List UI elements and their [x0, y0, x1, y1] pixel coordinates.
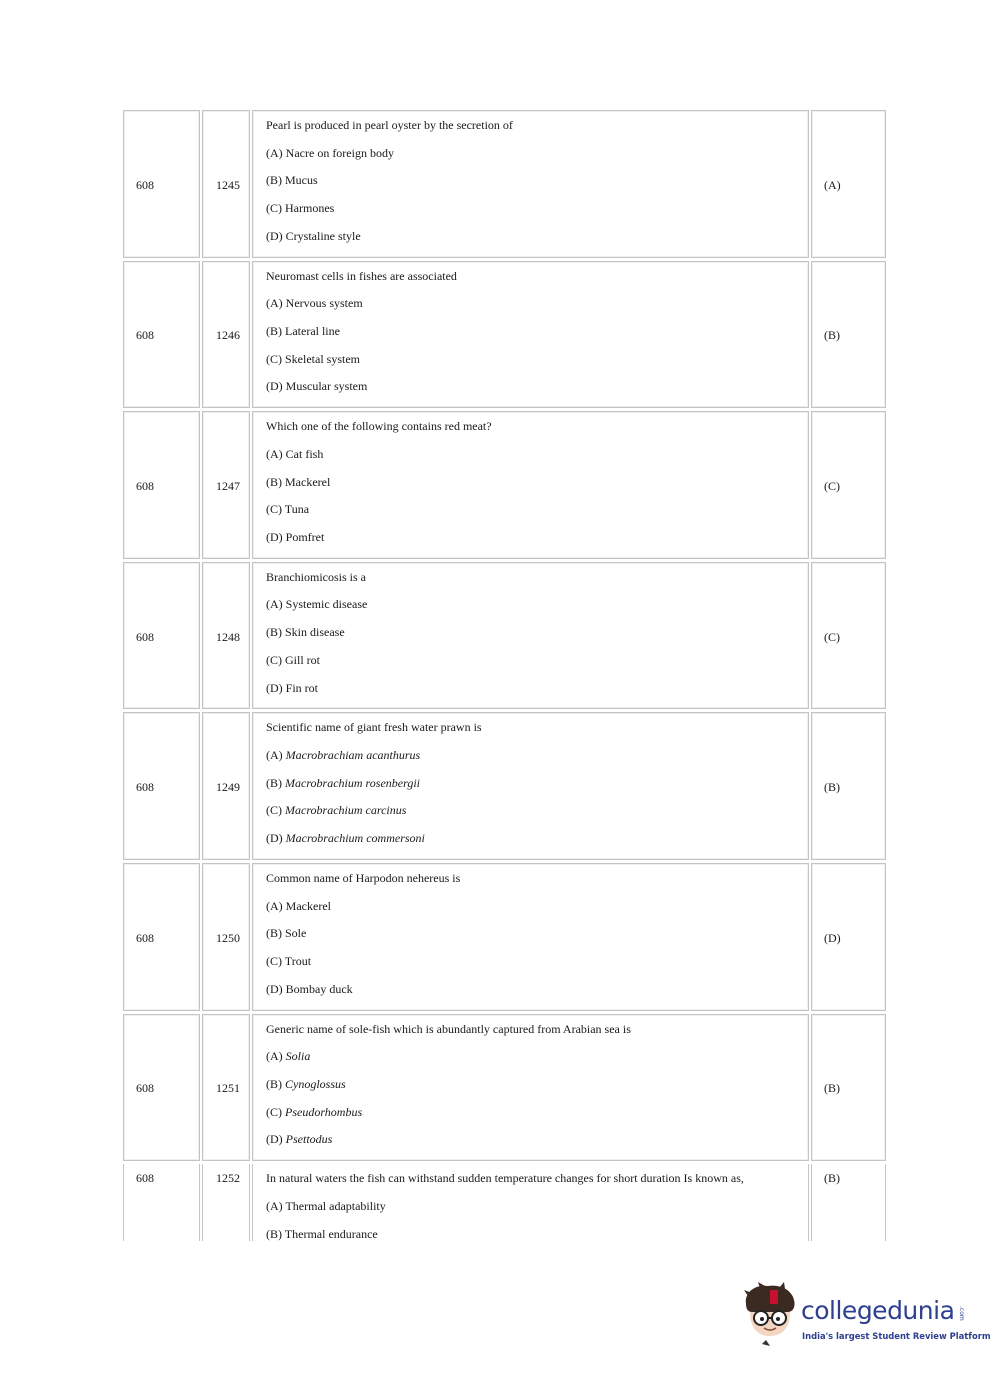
option-text: Pomfret: [285, 529, 325, 544]
table-row: [123, 863, 886, 1011]
answer-cell: [811, 110, 886, 258]
option-text: Muscular system: [285, 379, 368, 394]
answer-cell: [811, 261, 886, 409]
option-text: Fin rot: [285, 680, 319, 695]
answer-key: (B): [824, 1081, 840, 1096]
question-text: Common name of Harpodon nehereus is: [266, 871, 461, 885]
subject-code-cell: [123, 863, 200, 1011]
option-item: [266, 982, 460, 1010]
option-item: [266, 296, 457, 324]
question-number: 1248: [216, 629, 240, 644]
option-label: (C): [266, 1104, 282, 1119]
option-item: [266, 1049, 631, 1077]
option-label: (B): [266, 323, 282, 338]
option-text: Mackerel: [285, 474, 331, 489]
subject-code: 608: [136, 1171, 154, 1186]
subject-code-cell: [123, 1014, 200, 1162]
option-item: [266, 1132, 631, 1160]
table-row: [123, 1164, 886, 1241]
option-text: Mucus: [285, 173, 318, 188]
option-label: (A): [266, 1049, 283, 1064]
answer-key: (B): [824, 328, 840, 343]
option-label: (B): [266, 1076, 282, 1091]
question-number: 1252: [216, 1171, 240, 1186]
question-number: 1246: [216, 328, 240, 343]
option-label: (A): [266, 145, 283, 160]
option-label: (A): [266, 748, 283, 763]
table-row: [123, 110, 886, 258]
option-label: (A): [266, 296, 283, 311]
option-label: (D): [266, 529, 283, 544]
answer-key: (C): [824, 629, 840, 644]
option-label: (B): [266, 926, 282, 941]
option-text: Macrobrachiam acanthurus: [285, 748, 421, 763]
answer-cell: [811, 712, 886, 860]
collegedunia-logo[interactable]: [740, 1282, 991, 1350]
question-text: Neuromast cells in fishes are associated: [266, 268, 457, 283]
question-number-cell: [202, 1014, 250, 1162]
table-row: [123, 712, 886, 860]
option-text: Pseudorhombus: [285, 1104, 363, 1119]
option-text: Crystaline style: [285, 228, 361, 243]
question-number: 1249: [216, 780, 240, 795]
option-item: [266, 1199, 744, 1227]
table-row: [123, 1014, 886, 1162]
option-label: (A): [266, 446, 283, 461]
option-item: [266, 681, 367, 709]
table-row: [123, 261, 886, 409]
option-label: (A): [266, 1198, 283, 1213]
option-item: [266, 653, 367, 681]
option-label: (D): [266, 228, 283, 243]
question-cell: [252, 261, 809, 409]
question-number: 1251: [216, 1081, 240, 1096]
option-label: (B): [266, 173, 282, 188]
option-text: Macrobrachium carcinus: [285, 803, 407, 818]
question-table: [123, 110, 886, 1241]
option-item: [266, 502, 492, 530]
mascot-icon: [740, 1282, 800, 1350]
question-cell: [252, 1164, 809, 1241]
question-number: 1250: [216, 930, 240, 945]
option-text: Macrobrachium commersoni: [285, 831, 425, 846]
option-item: [266, 352, 457, 380]
subject-code: 608: [136, 629, 154, 644]
option-text: Lateral line: [285, 323, 340, 338]
option-item: [266, 1105, 631, 1133]
subject-code-cell: [123, 411, 200, 559]
answer-key: (B): [824, 780, 840, 795]
option-text: Macrobrachium rosenbergii: [285, 775, 420, 790]
subject-code: 608: [136, 478, 154, 493]
subject-code-cell: [123, 712, 200, 860]
question-text: Branchiomicosis is a: [266, 569, 366, 584]
question-cell: [252, 562, 809, 710]
option-label: (C): [266, 954, 282, 969]
question-number-cell: [202, 411, 250, 559]
option-text: Solia: [285, 1049, 311, 1064]
option-text: Cynoglossus: [285, 1076, 346, 1091]
question-cell: [252, 712, 809, 860]
option-label: (C): [266, 652, 282, 667]
option-label: (B): [266, 1226, 282, 1241]
option-text: Systemic disease: [285, 597, 368, 612]
subject-code-cell: [123, 1164, 200, 1241]
question-number-cell: [202, 261, 250, 409]
option-item: [266, 447, 492, 475]
option-item: [266, 146, 513, 174]
option-item: [266, 201, 513, 229]
question-text: Pearl is produced in pearl oyster by the secretion of: [266, 118, 513, 132]
option-item: [266, 173, 513, 201]
option-text: Thermal endurance: [284, 1226, 378, 1241]
option-text: Mackerel: [285, 898, 331, 913]
option-item: [266, 899, 460, 927]
answer-key: (D): [824, 930, 841, 945]
question-cell: [252, 411, 809, 559]
answer-cell: [811, 411, 886, 559]
option-label: (C): [266, 502, 282, 517]
answer-cell: [811, 562, 886, 710]
answer-cell: [811, 1014, 886, 1162]
option-text: Psettodus: [285, 1132, 333, 1147]
option-text: Skin disease: [285, 625, 345, 640]
answer-key: (C): [824, 478, 840, 493]
subject-code-cell: [123, 261, 200, 409]
question-cell: [252, 110, 809, 258]
option-label: (A): [266, 898, 283, 913]
answer-key: (A): [824, 177, 841, 192]
option-text: Trout: [284, 954, 312, 969]
option-text: Skeletal system: [285, 351, 360, 366]
option-text: Cat fish: [285, 446, 324, 461]
question-number-cell: [202, 863, 250, 1011]
table-row: [123, 411, 886, 559]
question-text: Scientific name of giant fresh water prawn is: [266, 720, 482, 735]
option-text: Harmones: [285, 201, 335, 216]
answer-cell: [811, 1164, 886, 1241]
table-row: [123, 562, 886, 710]
question-text: Generic name of sole-fish which is abundantly captured from Arabian sea is: [266, 1021, 631, 1036]
option-item: [266, 324, 457, 352]
option-item: [266, 475, 492, 503]
option-item: [266, 229, 513, 257]
subject-code-cell: [123, 110, 200, 258]
subject-code: 608: [136, 1081, 154, 1096]
question-number-cell: [202, 1164, 250, 1241]
option-label: (A): [266, 597, 283, 612]
subject-code: 608: [136, 328, 154, 343]
option-item: [266, 748, 482, 776]
answer-key: (B): [824, 1171, 840, 1186]
question-number: 1247: [216, 478, 240, 493]
brand-tagline: India's largest Student Review Platform: [802, 1331, 991, 1341]
option-item: [266, 1227, 744, 1241]
question-cell: [252, 1014, 809, 1162]
brand-name: collegedunia: [801, 1296, 955, 1325]
option-item: [266, 530, 492, 558]
option-label: (D): [266, 981, 283, 996]
option-item: [266, 597, 367, 625]
subject-code: 608: [136, 780, 154, 795]
option-text: Thermal adaptability: [285, 1198, 386, 1213]
option-item: [266, 776, 482, 804]
subject-code-cell: [123, 562, 200, 710]
question-text: Which one of the following contains red meat?: [266, 419, 492, 434]
option-label: (D): [266, 1132, 283, 1147]
option-label: (B): [266, 625, 282, 640]
option-label: (D): [266, 831, 283, 846]
option-label: (B): [266, 775, 282, 790]
question-cell: [252, 863, 809, 1011]
option-item: [266, 379, 457, 407]
question-text: In natural waters the fish can withstand sudden temperature changes for short duration Is known as,: [266, 1171, 744, 1186]
subject-code: 608: [136, 177, 154, 192]
option-item: [266, 625, 367, 653]
question-number-cell: [202, 562, 250, 710]
option-text: Bombay duck: [285, 981, 353, 996]
option-item: [266, 1077, 631, 1105]
option-label: (B): [266, 474, 282, 489]
question-number-cell: [202, 110, 250, 258]
option-text: Tuna: [284, 502, 310, 517]
option-item: [266, 831, 482, 859]
option-item: [266, 803, 482, 831]
option-label: (C): [266, 351, 282, 366]
option-label: (D): [266, 379, 283, 394]
option-item: [266, 954, 460, 982]
subject-code: 608: [136, 930, 154, 945]
option-label: (C): [266, 201, 282, 216]
option-text: Nacre on foreign body: [285, 145, 394, 160]
answer-cell: [811, 863, 886, 1011]
option-label: (C): [266, 803, 282, 818]
option-text: Nervous system: [285, 296, 363, 311]
question-number-cell: [202, 712, 250, 860]
brand-domain: .com: [958, 1306, 965, 1321]
question-number: 1245: [216, 177, 240, 192]
option-label: (D): [266, 680, 283, 695]
option-text: Sole: [285, 926, 307, 941]
option-item: [266, 926, 460, 954]
option-text: Gill rot: [285, 652, 320, 667]
